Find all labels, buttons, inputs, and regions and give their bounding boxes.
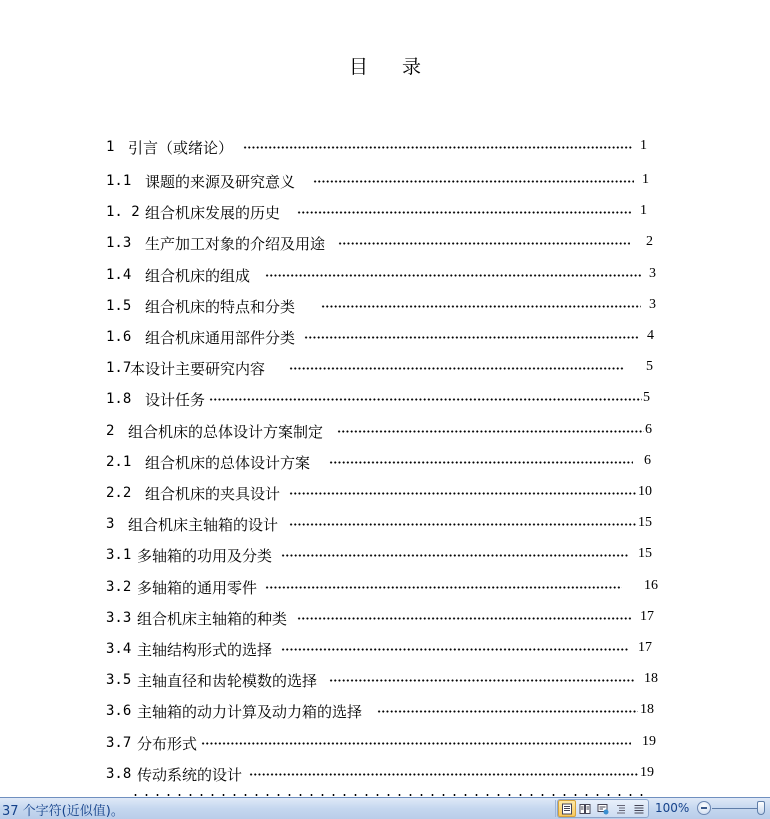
toc-entry[interactable] (106, 639, 706, 659)
toc-dot-leader (321, 305, 641, 308)
toc-entry-page-number: 1 (640, 138, 647, 153)
toc-entry-number: 1. 2 (106, 204, 140, 220)
toc-entry-title: 主轴直径和齿轮模数的选择 (137, 672, 318, 690)
toc-entry-page-number: 17 (640, 609, 654, 624)
toc-entry-title: 组合机床主轴箱的种类 (137, 610, 288, 628)
toc-entry-title: 课题的来源及研究意义 (145, 173, 296, 191)
toc-entry-number: 2 (106, 423, 115, 439)
reading-book-icon (579, 803, 591, 815)
status-bar (0, 797, 770, 819)
word-count[interactable]: 37 个字符(近似值)。 (2, 804, 124, 819)
toc-dot-leader (281, 648, 629, 651)
toc-entry-page-number: 3 (649, 266, 656, 281)
toc-entry-title: 多轴箱的通用零件 (137, 579, 258, 597)
zoom-slider-track[interactable] (712, 808, 762, 809)
toc-dot-leader (337, 430, 644, 433)
toc-entry-number: 1.6 (106, 329, 132, 345)
toc-entry[interactable] (106, 701, 706, 721)
toc-dot-leader (265, 274, 641, 277)
toc-entry-title: 主轴结构形式的选择 (137, 641, 273, 659)
toc-dot-leader (243, 146, 632, 149)
toc-dot-leader (313, 180, 634, 183)
toc-entry[interactable] (106, 483, 706, 503)
toc-entry[interactable] (106, 327, 706, 347)
toc-entry[interactable] (106, 137, 706, 157)
toc-dot-leader (329, 679, 635, 682)
toc-entry-title: 主轴箱的动力计算及动力箱的选择 (137, 703, 363, 721)
toc-entry-number: 2.2 (106, 485, 132, 501)
full-screen-reading-button[interactable] (576, 800, 594, 817)
toc-entry-number: 1.7 (106, 360, 132, 376)
toc-entry[interactable] (106, 265, 706, 285)
toc-entry-title: 组合机床的总体设计方案 (145, 454, 311, 472)
toc-entry-number: 1 (106, 139, 115, 155)
web-layout-icon (597, 803, 609, 815)
toc-entry[interactable] (106, 233, 706, 253)
toc-dot-leader (289, 492, 637, 495)
toc-entry[interactable] (106, 577, 706, 597)
toc-entry[interactable] (106, 733, 706, 753)
toc-entry-page-number: 2 (646, 234, 653, 249)
toc-dot-leader (289, 367, 624, 370)
toc-entry[interactable] (106, 670, 706, 690)
toc-entry-number: 1.1 (106, 173, 132, 189)
toc-entry[interactable] (106, 296, 706, 316)
zoom-out-button[interactable] (697, 801, 711, 815)
toc-entry[interactable] (106, 421, 706, 441)
toc-dot-leader (265, 586, 622, 589)
toc-entry-number: 3.7 (106, 735, 132, 751)
zoom-level[interactable]: 100% (655, 801, 690, 815)
toc-entry[interactable] (106, 358, 706, 378)
toc-entry-title: 组合机床的特点和分类 (145, 298, 296, 316)
toc-dot-leader (297, 211, 631, 214)
zoom-slider-thumb[interactable] (757, 801, 765, 815)
toc-entry[interactable] (106, 452, 706, 472)
toc-entry-page-number: 5 (643, 390, 650, 405)
toc-entry-page-number: 1 (642, 172, 649, 187)
toc-entry-page-number: 1 (640, 203, 647, 218)
web-layout-button[interactable] (594, 800, 612, 817)
toc-entry[interactable] (106, 389, 706, 409)
toc-entry-title: 设计任务 (145, 391, 206, 409)
toc-entry[interactable] (106, 514, 706, 534)
toc-entry-page-number: 19 (642, 734, 656, 749)
toc-entry-number: 1.4 (106, 267, 132, 283)
toc-title (0, 52, 770, 79)
toc-entry-page-number: 18 (640, 702, 654, 717)
toc-dot-leader (281, 554, 629, 557)
toc-entry-title: 组合机床的组成 (145, 267, 251, 285)
toc-entry[interactable] (106, 171, 706, 191)
toc-entry-number: 3.3 (106, 610, 132, 626)
toc-title-char-1: 目 (348, 56, 368, 78)
print-layout-icon (561, 803, 573, 815)
toc-entry-page-number: 3 (649, 297, 656, 312)
toc-entry-number: 3.6 (106, 703, 132, 719)
toc-entry[interactable] (106, 202, 706, 222)
toc-entry-number: 3 (106, 516, 115, 532)
toc-entry-page-number: 4 (647, 328, 654, 343)
toc-entry-title: 本设计主要研究内容 (130, 360, 266, 378)
toc-dot-leader (289, 523, 637, 526)
toc-entry-title: 多轴箱的功用及分类 (137, 547, 273, 565)
toc-entry-title: 组合机床的总体设计方案制定 (128, 423, 324, 441)
toc-entry-title: 组合机床发展的历史 (145, 204, 281, 222)
toc-entry-page-number: 17 (638, 640, 652, 655)
toc-entry-page-number: 16 (644, 578, 658, 593)
toc-entry-number: 3.2 (106, 579, 132, 595)
toc-entry-title: 组合机床通用部件分类 (145, 329, 296, 347)
toc-entry-number: 3.1 (106, 547, 132, 563)
toc-entry-title: 传动系统的设计 (137, 766, 243, 784)
toc-dot-leader (329, 461, 633, 464)
toc-entry-number: 3.5 (106, 672, 132, 688)
toc-entry-page-number: 6 (645, 422, 652, 437)
toc-entry[interactable] (106, 545, 706, 565)
toc-entry[interactable] (106, 764, 706, 784)
status-divider (555, 800, 556, 817)
toc-entry-page-number: 10 (638, 484, 652, 499)
toc-entry-number: 3.8 (106, 766, 132, 782)
toc-entry-page-number: 18 (644, 671, 658, 686)
toc-entry-page-number: 15 (638, 515, 652, 530)
outline-icon (615, 803, 627, 815)
outline-button[interactable] (612, 800, 630, 817)
toc-entry-number: 1.8 (106, 391, 132, 407)
toc-entry-number: 3.4 (106, 641, 132, 657)
toc-dot-leader (304, 336, 638, 339)
toc-entry-title: 引言（或绪论） (128, 139, 234, 157)
toc-entry-title: 生产加工对象的介绍及用途 (145, 235, 326, 253)
toc-entry-number: 1.3 (106, 235, 132, 251)
toc-dot-leader (297, 617, 631, 620)
toc-dot-leader (249, 773, 638, 776)
toc-entry-page-number: 6 (644, 453, 651, 468)
toc-entry-page-number: 5 (646, 359, 653, 374)
toc-entry-title: 组合机床的夹具设计 (145, 485, 281, 503)
toc-entry-number: 1.5 (106, 298, 132, 314)
toc-entry-page-number: 19 (640, 765, 654, 780)
toc-entry-title: 组合机床主轴箱的设计 (128, 516, 279, 534)
toc-dot-leader (209, 398, 642, 401)
toc-entry-page-number: 15 (638, 546, 652, 561)
toc-entry[interactable] (106, 608, 706, 628)
toc-dot-leader (377, 710, 638, 713)
view-mode-buttons (557, 799, 649, 818)
draft-button[interactable] (630, 800, 648, 817)
print-layout-button[interactable] (558, 800, 576, 817)
toc-dot-leader (201, 742, 631, 745)
toc-title-char-2: 录 (402, 56, 422, 78)
toc-entry-number: 2.1 (106, 454, 132, 470)
draft-icon (633, 803, 645, 815)
toc-entry-title: 分布形式 (137, 735, 198, 753)
toc-dot-leader (338, 242, 630, 245)
